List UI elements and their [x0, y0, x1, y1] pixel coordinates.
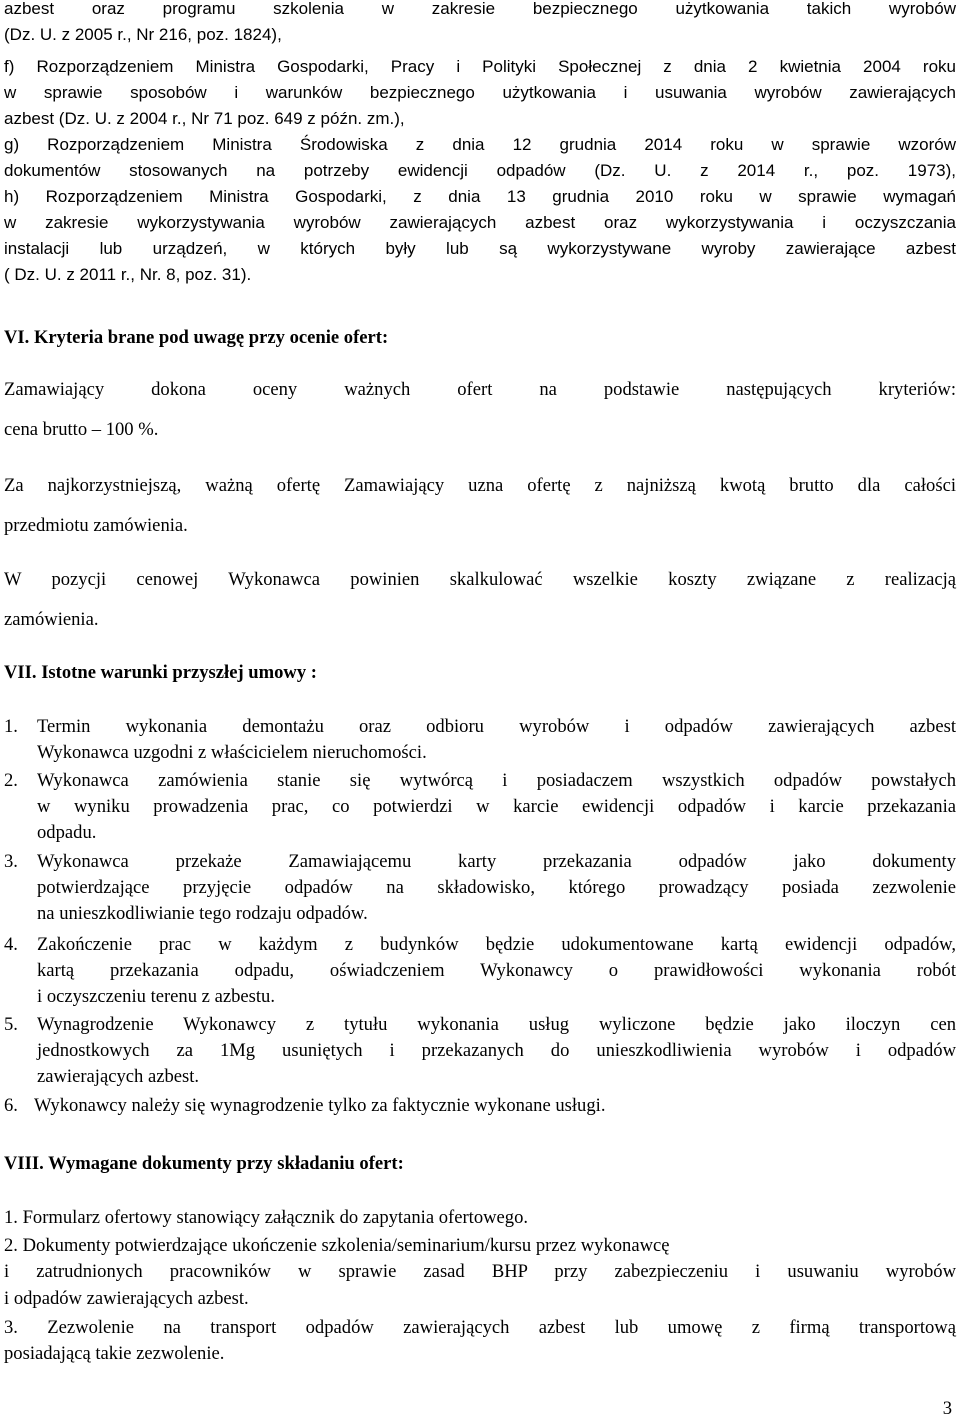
- list-item-text: w wyniku prowadzenia prac, co potwierdzi w karcie ewidencji odpadów i karcie przekazania: [37, 796, 956, 817]
- doc-list-line: i odpadów zawierających azbest.: [4, 1288, 249, 1309]
- paragraph-line: Zamawiający dokona oceny ważnych ofert na podstawie następujących kryteriów:: [4, 379, 956, 400]
- list-item-text: i oczyszczeniu terenu z azbestu.: [37, 986, 275, 1007]
- doc-list-line: 1. Formularz ofertowy stanowiący załącznik do zapytania ofertowego.: [4, 1207, 529, 1228]
- list-item-text: na unieszkodliwianie tego rodzaju odpadów.: [37, 903, 368, 924]
- doc-list-line: i zatrudnionych pracowników w sprawie zasad BHP przy zabezpieczeniu i usuwaniu wyrobów: [4, 1261, 956, 1282]
- list-item-text: Wykonawca zamówienia stanie się wytwórcą i posiadaczem wszystkich odpadów powstałych: [37, 770, 956, 791]
- list-item-text: jednostkowych za 1Mg usuniętych i przekazanych do unieszkodliwienia wyrobów i odpadów: [37, 1040, 956, 1061]
- list-item-text: Wykonawca przekaże Zamawiającemu karty przekazania odpadów jako dokumenty: [37, 851, 956, 872]
- list-line: ( Dz. U. z 2011 r., Nr. 8, poz. 31).: [4, 265, 252, 284]
- list-item-text: odpadu.: [37, 822, 97, 843]
- list-item-h: h) Rozporządzeniem Ministra Gospodarki, z dnia 13 grudnia 2010 roku w sprawie wymagań: [4, 187, 956, 206]
- list-item-number: 2.: [4, 770, 18, 791]
- list-line: azbest oraz programu szkolenia w zakresie bezpiecznego użytkowania takich wyrobów: [4, 0, 956, 18]
- section-heading-vii: VII. Istotne warunki przyszłej umowy :: [4, 662, 317, 683]
- doc-list-line: posiadającą takie zezwolenie.: [4, 1343, 225, 1364]
- page-number: 3: [942, 1398, 952, 1419]
- list-item-number: 4.: [4, 934, 18, 955]
- list-item-text: Termin wykonania demontażu oraz odbioru wyrobów i odpadów zawierających azbest: [37, 716, 956, 737]
- paragraph-line: przedmiotu zamówienia.: [4, 515, 188, 536]
- list-line: (Dz. U. z 2005 r., Nr 216, poz. 1824),: [4, 25, 282, 44]
- paragraph-line: Za najkorzystniejszą, ważną ofertę Zamawiający uzna ofertę z najniższą kwotą brutto dla całości: [4, 475, 956, 496]
- list-line: dokumentów stosowanych na potrzeby ewidencji odpadów (Dz. U. z 2014 r., poz. 1973),: [4, 161, 956, 180]
- list-item-text: zawierających azbest.: [37, 1066, 200, 1087]
- section-heading-viii: VIII. Wymagane dokumenty przy składaniu ofert:: [4, 1153, 404, 1174]
- list-item-number: 5.: [4, 1014, 18, 1035]
- paragraph-line: W pozycji cenowej Wykonawca powinien skalkulować wszelkie koszty związane z realizacją: [4, 569, 956, 590]
- doc-list-line: 2. Dokumenty potwierdzające ukończenie szkolenia/seminarium/kursu przez wykonawcę: [4, 1235, 670, 1256]
- list-item-number: 1.: [4, 716, 18, 737]
- list-item-text: Wykonawca uzgodni z właścicielem nieruchomości.: [37, 742, 427, 763]
- list-line: w zakresie wykorzystywania wyrobów zawierających azbest oraz wykorzystywania i oczyszczania: [4, 213, 956, 232]
- list-item-number: 3.: [4, 851, 18, 872]
- paragraph-line: zamówienia.: [4, 609, 99, 630]
- section-heading-vi: VI. Kryteria brane pod uwagę przy ocenie ofert:: [4, 327, 389, 348]
- list-item-text: Wynagrodzenie Wykonawcy z tytułu wykonania usług wyliczone będzie jako iloczyn cen: [37, 1014, 956, 1035]
- list-line: instalacji lub urządzeń, w których były lub są wykorzystywane wyroby zawierające azbest: [4, 239, 956, 258]
- list-line: w sprawie sposobów i warunków bezpiecznego użytkowania i usuwania wyrobów zawierających: [4, 83, 956, 102]
- list-item-g: g) Rozporządzeniem Ministra Środowiska z dnia 12 grudnia 2014 roku w sprawie wzorów: [4, 135, 956, 154]
- list-item-text: potwierdzające przyjęcie odpadów na składowisko, którego prowadzący posiada zezwolenie: [37, 877, 956, 898]
- list-line: azbest (Dz. U. z 2004 r., Nr 71 poz. 649 z późn. zm.),: [4, 109, 405, 128]
- list-item-text: Wykonawcy należy się wynagrodzenie tylko za faktycznie wykonane usługi.: [34, 1095, 606, 1116]
- list-item-text: Zakończenie prac w każdym z budynków będzie udokumentowane kartą ewidencji odpadów,: [37, 934, 956, 955]
- list-item-f: f) Rozporządzeniem Ministra Gospodarki, Pracy i Polityki Społecznej z dnia 2 kwietnia 2004 roku: [4, 57, 956, 76]
- list-item-text: kartą przekazania odpadu, oświadczeniem Wykonawcy o prawidłowości wykonania robót: [37, 960, 956, 981]
- doc-list-line: 3. Zezwolenie na transport odpadów zawierających azbest lub umowę z firmą transportową: [4, 1317, 956, 1338]
- list-item-number: 6.: [4, 1095, 18, 1116]
- paragraph-line: cena brutto – 100 %.: [4, 419, 159, 440]
